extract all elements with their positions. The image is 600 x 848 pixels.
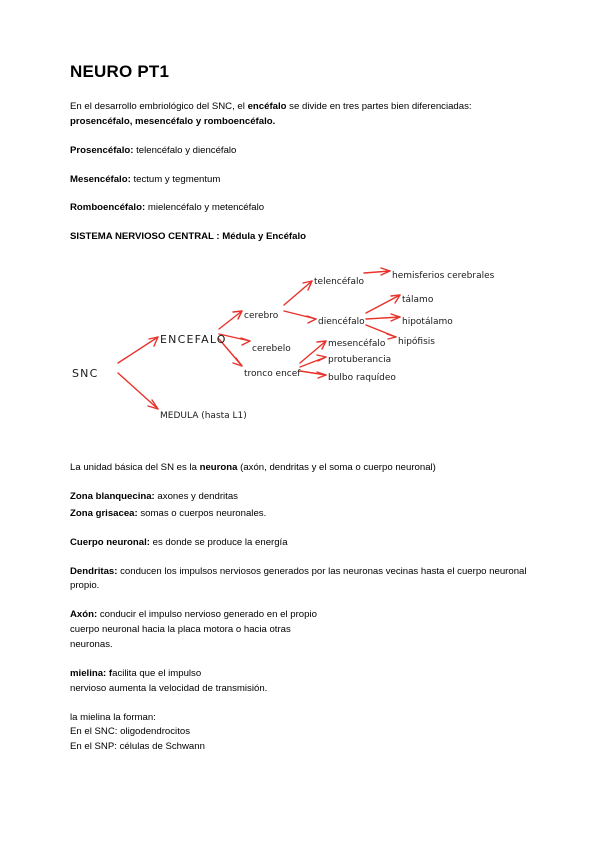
text-run: Zona grisacea: xyxy=(70,507,138,519)
text-run: se divide en tres partes bien diferenciadas: xyxy=(286,101,472,112)
text-run: La unidad básica del SN es la xyxy=(70,462,200,474)
diagram-node-snc: SNC xyxy=(72,367,99,381)
paragraph-dendritas xyxy=(70,565,530,595)
diagram-node-mesencefalo: mesencéfalo xyxy=(328,339,386,350)
text-run: Axón: xyxy=(70,609,98,621)
diagram-arrows xyxy=(62,259,522,439)
page-title: NEURO PT1 xyxy=(70,62,170,81)
text-run: axones y dendritas xyxy=(154,491,238,503)
paragraph-zona-grisacea xyxy=(70,507,530,522)
text-run: Dendritas: xyxy=(70,565,118,577)
paragraph-unidad-basica xyxy=(70,461,530,476)
paragraph-prosencefalo xyxy=(70,144,530,159)
text-run: prosencéfalo, mesencéfalo y romboencéfalo. xyxy=(70,115,276,127)
diagram-node-hipofisis: hipófisis xyxy=(398,337,435,348)
text-run: neurona xyxy=(199,462,238,474)
paragraph-romboencefalo xyxy=(70,201,530,216)
paragraph-zona-blanquecina xyxy=(70,490,530,505)
paragraph-cuerpo-neuronal xyxy=(70,536,530,551)
text-run: conducir el impulso nervioso generado en el propio xyxy=(97,609,317,621)
diagram-node-hemisferios-cerebrales: hemisferios cerebrales xyxy=(392,271,495,282)
diagram-node-medula: MEDULA (hasta L1) xyxy=(160,411,247,422)
encefalo-diagram xyxy=(62,259,522,439)
text-run: cuerpo neuronal hacia la placa motora o hacia otras xyxy=(70,624,291,636)
text-run: conducen los impulsos nerviosos generados por las neuronas vecinas hasta el cuerpo neuronal propio. xyxy=(70,565,527,592)
text-run: Prosencéfalo: xyxy=(70,144,134,156)
diagram-node-talamo: tálamo xyxy=(402,295,434,306)
diagram-node-diencefalo: diencéfalo xyxy=(318,317,365,328)
diagram-node-bulbo-raquideo: bulbo raquídeo xyxy=(328,373,396,384)
text-block-bottom xyxy=(70,461,530,755)
text-run: Mesencéfalo: xyxy=(70,173,131,185)
text-run: telencéfalo y diencéfalo xyxy=(133,144,237,156)
text-run: somas o cuerpos neuronales. xyxy=(137,507,267,519)
paragraph-mesencefalo xyxy=(70,173,530,188)
diagram-node-hipotalamo: hipotálamo xyxy=(402,317,453,328)
diagram-node-cerebro: cerebro xyxy=(244,311,279,322)
diagram-node-cerebelo: cerebelo xyxy=(252,344,291,355)
text-run: la mielina la forman: xyxy=(70,711,156,723)
text-run: encéfalo xyxy=(247,101,287,112)
diagram-node-telencefalo: telencéfalo xyxy=(314,277,364,288)
text-run: Zona blanquecina: xyxy=(70,491,155,503)
text-run: Romboencéfalo: xyxy=(70,202,146,214)
text-run: mielina: f xyxy=(70,667,113,679)
text-run: SISTEMA NERVIOSO CENTRAL : Médula y Encéfalo xyxy=(70,231,306,243)
text-run: es donde se produce la energía xyxy=(149,536,288,548)
text-run: En el SNP: células de Schwann xyxy=(70,741,205,753)
text-run: tectum y tegmentum xyxy=(130,173,221,185)
text-run: mielencéfalo y metencéfalo xyxy=(145,202,265,214)
text-run: neuronas. xyxy=(70,639,113,651)
paragraph-la-mielina-la-forman xyxy=(70,711,530,756)
paragraph-mielina xyxy=(70,667,530,697)
paragraph-intro xyxy=(70,100,530,130)
paragraph-axon xyxy=(70,608,530,653)
text-run: (axón, dendritas y el soma o cuerpo neuronal) xyxy=(237,462,436,474)
text-run: acilita que el impulso xyxy=(112,667,202,679)
diagram-node-tronco-encefalico: tronco encef xyxy=(244,369,301,380)
text-run: Cuerpo neuronal: xyxy=(70,536,150,548)
text-run: nervioso aumenta la velocidad de transmisión. xyxy=(70,682,268,694)
text-run: En el desarrollo embriológico del SNC, el xyxy=(70,101,248,112)
paragraph-sistema-nervioso-central xyxy=(70,230,530,245)
text-block-top xyxy=(70,100,530,245)
diagram-node-encefalo: ENCEFALO xyxy=(160,333,227,347)
text-run: En el SNC: oligodendrocitos xyxy=(70,726,190,738)
diagram-node-protuberancia: protuberancia xyxy=(328,355,392,366)
